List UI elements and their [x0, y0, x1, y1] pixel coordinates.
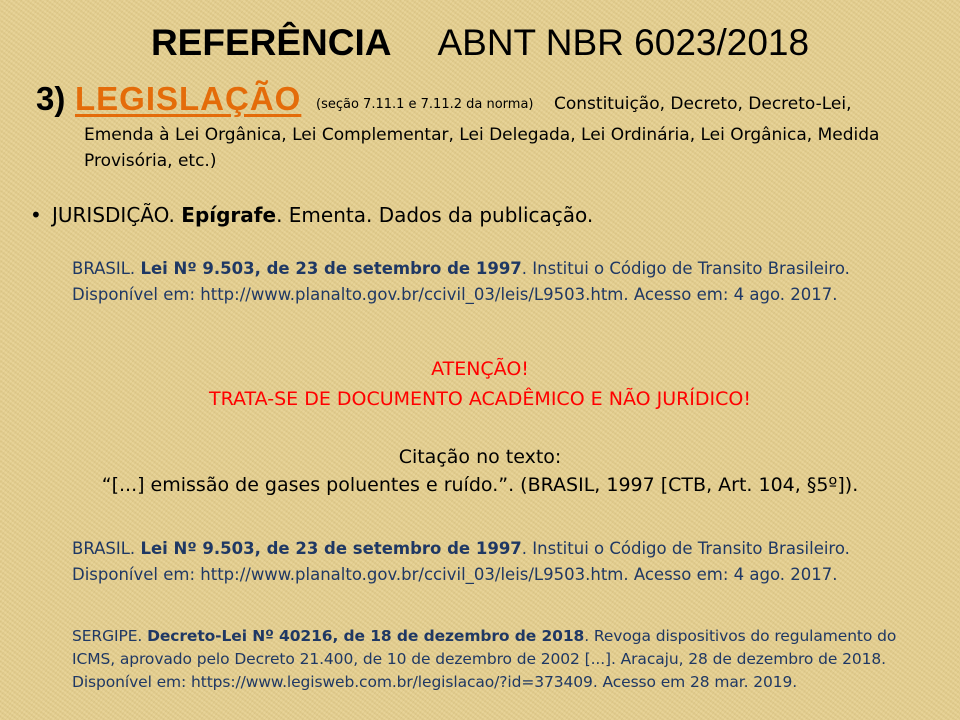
warning-text: TRATA-SE DE DOCUMENTO ACADÊMICO E NÃO JURÍDICO!	[208, 388, 751, 410]
legislation-types-rest: Emenda à Lei Orgânica, Lei Complementar, Lei Delegada, Lei Ordinária, Lei Orgânica, Medida Provisória, etc.)	[84, 125, 880, 171]
rule-rest: . Ementa. Dados da publicação.	[276, 203, 594, 227]
reference-example-3	[72, 625, 942, 694]
reference-example-1	[72, 256, 932, 308]
rule-bullet: •	[30, 203, 42, 227]
rule-jurisdiction: JURISDIÇÃO.	[52, 203, 175, 227]
reference-author: SERGIPE.	[72, 627, 143, 645]
title-main: REFERÊNCIA	[150, 22, 392, 63]
reference-details: . Institui o Código de Transito Brasileiro. Disponível em: http://www.planalto.gov.br/ccivil_03/leis/L9503.htm. Acesso em: 4 ago. 2017.	[72, 259, 850, 304]
section-norm-reference: (seção 7.11.1 e 7.11.2 da norma)	[316, 97, 534, 112]
reference-details: . Institui o Código de Transito Brasileiro. Disponível em: http://www.planalto.gov.br/ccivil_03/leis/L9503.htm. Acesso em: 4 ago. 2017.	[72, 539, 850, 584]
reference-details: . Revoga dispositivos do regulamento do ICMS, aprovado pelo Decreto 21.400, de 10 de dezembro de 2002 [...]. Aracaju, 28 de dezembro de 2018. Disponível em: https://www.legisweb.com.br/legislacao/?id=373409. Acesso em 28 mar. 2019.	[72, 627, 897, 691]
citation-text: “[...] emissão de gases poluentes e ruído.”. (BRASIL, 1997 [CTB, Art. 104, §5º]).	[101, 474, 859, 496]
slide-title	[0, 22, 960, 64]
title-standard: ABNT NBR 6023/2018	[437, 22, 810, 63]
reference-title: Lei Nº 9.503, de 23 de setembro de 1997	[140, 539, 522, 558]
reference-title: Lei Nº 9.503, de 23 de setembro de 1997	[140, 259, 522, 278]
citation-label: Citação no texto:	[398, 446, 562, 468]
section-name: LEGISLAÇÃO	[75, 80, 302, 117]
reference-author: BRASIL.	[72, 259, 136, 278]
reference-example-2	[72, 536, 932, 588]
warning-heading: ATENÇÃO!	[431, 358, 529, 380]
rule-epigraph: Epígrafe	[181, 203, 277, 227]
reference-title: Decreto-Lei Nº 40216, de 18 de dezembro de 2018	[147, 627, 585, 645]
reference-rule	[52, 203, 593, 227]
section-number: 3)	[36, 80, 66, 117]
legislation-types-line1: Constituição, Decreto, Decreto-Lei,	[554, 94, 852, 114]
reference-author: BRASIL.	[72, 539, 136, 558]
